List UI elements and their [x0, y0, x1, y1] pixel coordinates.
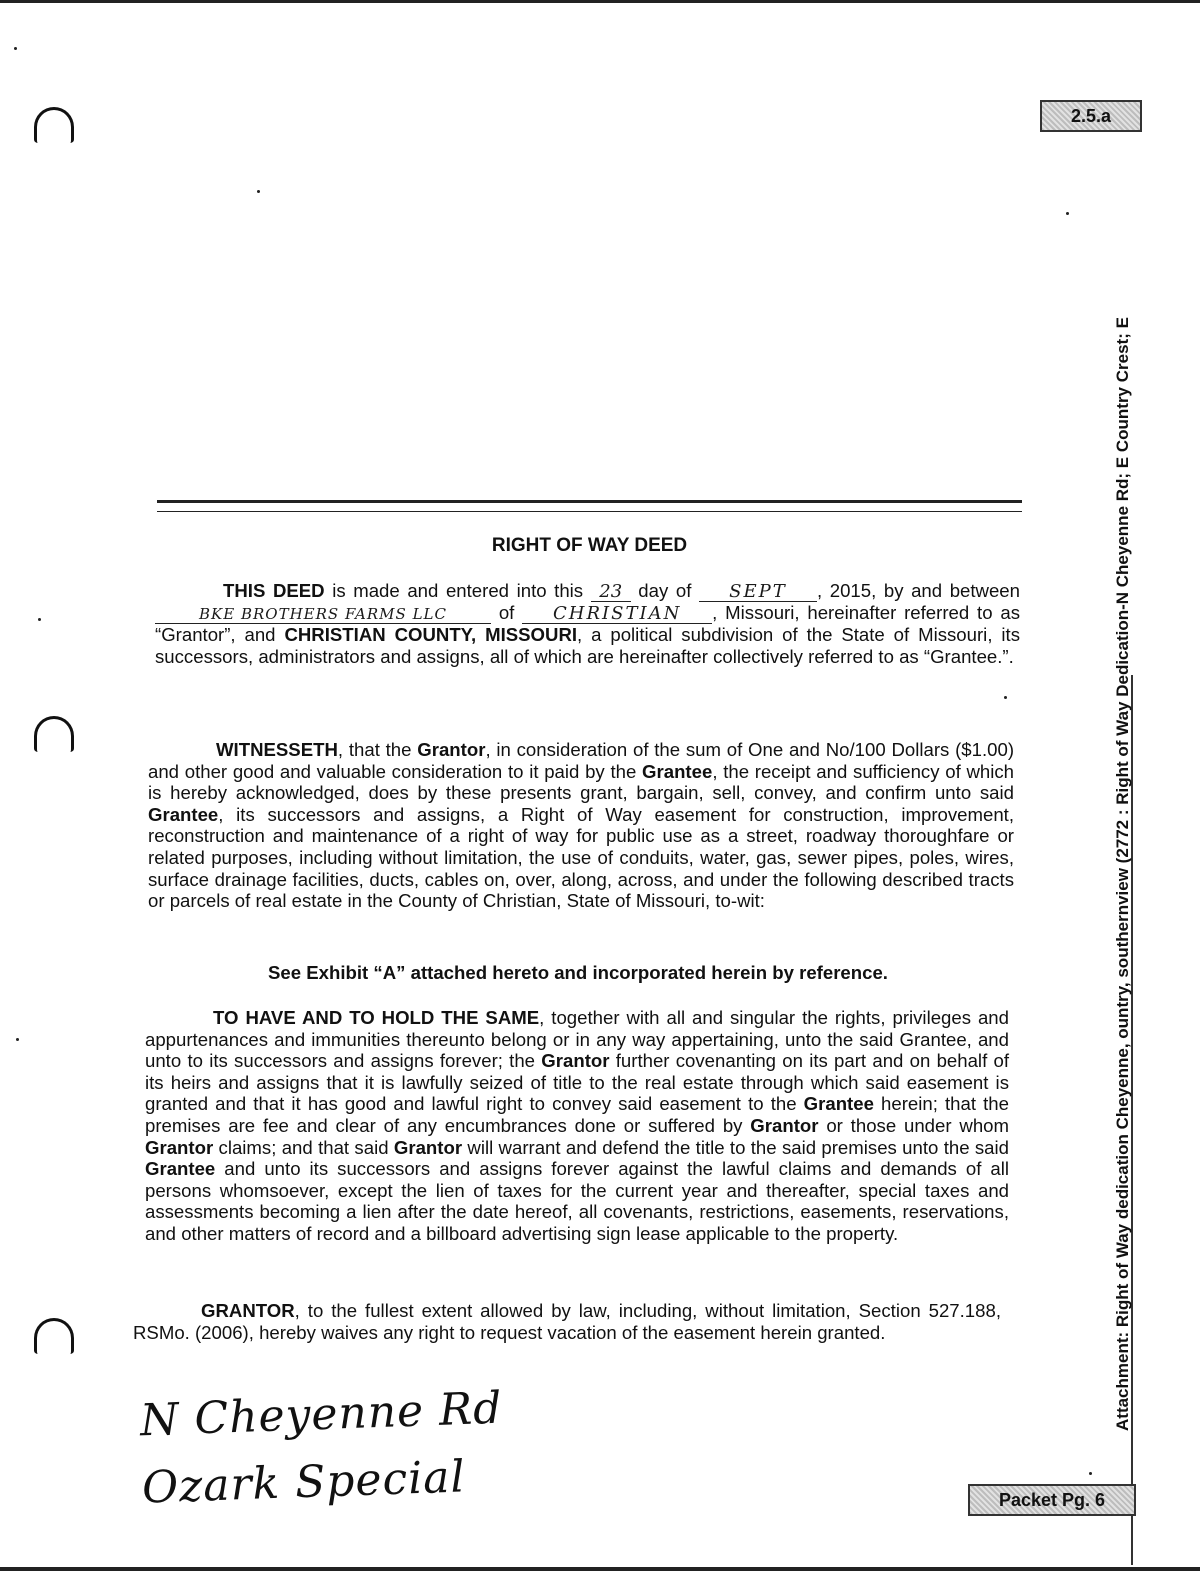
grantee-name: CHRISTIAN COUNTY, MISSOURI [284, 624, 578, 645]
habendum-paragraph: TO HAVE AND TO HOLD THE SAME, together with all and singular the rights, privileges and appurtenances and immunities thereunto belong or in any way appertaining, unto the said Grantee, and unto to its successors and assigns forever; the Grantor further covenanting on its part and on behalf of its heirs and assigns that it is lawfully seized of title to the real estate through which said easement is granted and that it has good and lawful right to convey said easement to the Grantee herein; that the premises are fee and clear of any encumbrances done or suffered by Grantor or those under whom Grantor claims; and that said Grantor will warrant and defend the title to the said premises unto the said Grantee and unto its successors and assigns forever against the lawful claims and demands of all persons whomsoever, except the lien of taxes for the current year and thereafter, special taxes and assessments becoming a lien after the date hereof, all covenants, restrictions, easements, reservations, and other matters of record and a billboard advertising sign lease applicable to the property. [145, 1007, 1009, 1244]
waiver-paragraph: GRANTOR, to the fullest extent allowed by law, including, without limitation, Section 527.188, RSMo. (2006), hereby waives any right to request vacation of the easement herein granted. [133, 1300, 1001, 1343]
month-fill: SEPT [699, 583, 817, 602]
scan-speck [1004, 696, 1007, 699]
scan-top-border [0, 0, 1200, 3]
header-double-rule [157, 500, 1022, 512]
punch-hole-icon [34, 716, 74, 752]
page-label-stamp: 2.5.a [1040, 100, 1142, 132]
deed-lead: THIS DEED [223, 580, 325, 601]
deed-title: RIGHT OF WAY DEED [491, 535, 688, 556]
grantor-name-fill: BKE BROTHERS FARMS LLC [155, 605, 491, 624]
packet-page-stamp: Packet Pg. 6 [968, 1484, 1136, 1516]
county-fill: CHRISTIAN [522, 605, 712, 624]
punch-hole-icon [34, 1318, 74, 1354]
handwritten-note-road: N Cheyenne Rd [139, 1382, 504, 1447]
witnesseth-paragraph: WITNESSETH, that the Grantor, in consideration of the sum of One and No/100 Dollars ($1.00) and other good and valuable consideration to it paid by the Grantee, the receipt and sufficiency of which is hereby acknowledged, does by these presents grant, bargain, sell, convey, and confirm unto said Grantee, its successors and assigns, a Right of Way easement for construction, improvement, reconstruction and maintenance of a right of way for public use as a street, roadway thoroughfare or related purposes, including without limitation, the use of conduits, water, gas, sewer pipes, poles, wires, surface drainage facilities, ducts, cables on, over, along, across, and under the following described tracts or parcels of real estate in the County of Christian, State of Missouri, to-wit: [148, 739, 1015, 912]
scan-speck [1066, 212, 1069, 215]
attachment-side-note: Attachment: Right of Way dedication Cheyenne, ountry, southernview (2772 : Right of Way Dedication-N Cheyenne Rd; E Country Crest; E [1113, 317, 1132, 1431]
punch-hole-icon [34, 107, 74, 143]
scan-speck [16, 1038, 19, 1041]
exhibit-reference: See Exhibit “A” attached hereto and incorporated herein by reference. [268, 962, 888, 983]
scan-speck [1089, 1472, 1092, 1475]
scan-bottom-border [0, 1567, 1200, 1571]
handwritten-note-project: Ozark Special [141, 1451, 467, 1514]
scan-speck [38, 618, 41, 621]
scan-speck [257, 190, 260, 193]
day-fill: 23 [591, 583, 631, 602]
deed-intro-paragraph: THIS DEED is made and entered into this 23 day of SEPT , 2015, by and between BKE BROTHERS FARMS LLC of CHRISTIAN , Missouri, hereinafter referred to as “Grantor”, and CHRISTIAN COUNTY, MISSOURI, a political subdivision of the State of Missouri, its successors, administrators and assigns, all of which are hereinafter collectively referred to as “Grantee.”. [155, 580, 1020, 667]
scan-speck [14, 47, 17, 50]
